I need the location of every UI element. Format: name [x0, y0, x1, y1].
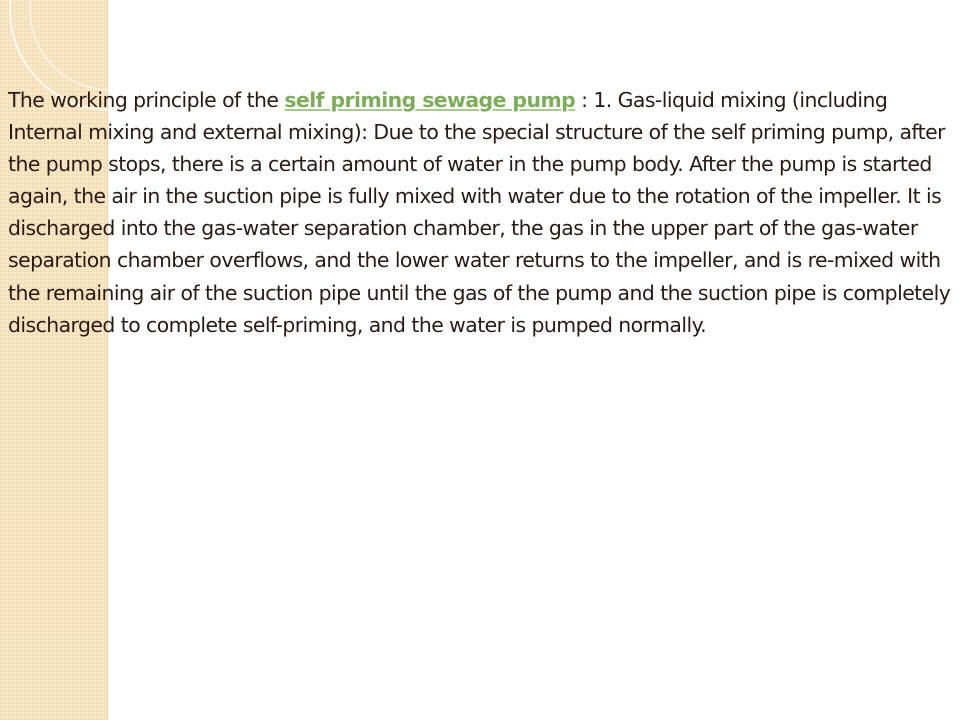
pump-link[interactable]: self priming sewage pump [284, 88, 576, 112]
body-paragraph [8, 84, 953, 341]
paragraph-intro: The working principle of the [8, 88, 285, 112]
paragraph-body: : 1. Gas-liquid mixing (including Internal mixing and external mixing): Due to the special structure of the self priming pump, after the pump stops, there is a certain amount of water in the pump body. After the pump is started again, the air in the suction pipe is fully mixed with water due to the rotation of the impeller. It is discharged into the gas-water separation chamber, the gas in the upper part of the gas-water separation chamber overflows, and the lower water returns to the impeller, and is re-mixed with the remaining air of the suction pipe until the gas of the pump and the suction pipe is completely discharged to complete self-priming, and the water is pumped normally. [8, 88, 951, 337]
